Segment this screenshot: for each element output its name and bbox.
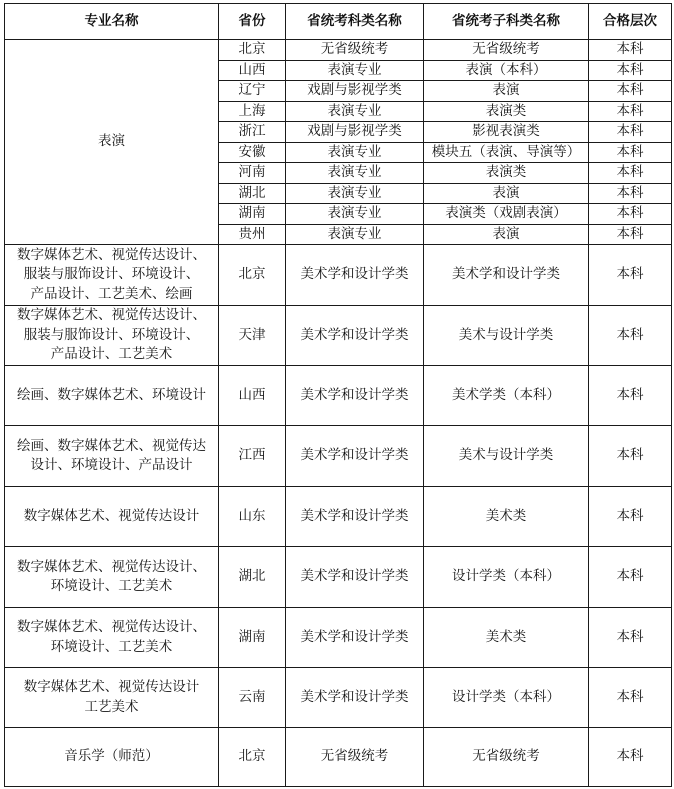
table-row xyxy=(5,40,672,61)
exam-subcategory-cell: 无省级统考 xyxy=(424,40,589,61)
header-province: 省份 xyxy=(219,4,286,40)
major-cell: 数字媒体艺术、视觉传达设计、 环境设计、工艺美术 xyxy=(5,608,219,668)
header-row xyxy=(5,4,672,40)
level-cell: 本科 xyxy=(589,183,672,204)
province-cell: 湖北 xyxy=(219,183,286,204)
level-cell: 本科 xyxy=(589,224,672,245)
exam-category-cell: 美术学和设计学类 xyxy=(286,608,424,668)
table-row xyxy=(5,306,672,366)
header-exam-subcategory: 省统考子科类名称 xyxy=(424,4,589,40)
major-cell: 数字媒体艺术、视觉传达设计 xyxy=(5,487,219,547)
table-row xyxy=(5,728,672,787)
exam-category-cell: 美术学和设计学类 xyxy=(286,366,424,426)
exam-subcategory-cell: 模块五（表演、导演等） xyxy=(424,142,589,163)
exam-category-cell: 美术学和设计学类 xyxy=(286,487,424,547)
province-cell: 辽宁 xyxy=(219,81,286,102)
province-cell: 天津 xyxy=(219,306,286,366)
level-cell: 本科 xyxy=(589,426,672,487)
province-cell: 云南 xyxy=(219,668,286,728)
exam-category-cell: 无省级统考 xyxy=(286,728,424,787)
level-cell: 本科 xyxy=(589,142,672,163)
exam-subcategory-cell: 表演类 xyxy=(424,163,589,184)
exam-subcategory-cell: 美术与设计学类 xyxy=(424,426,589,487)
exam-subcategory-cell: 美术类 xyxy=(424,487,589,547)
exam-subcategory-cell: 表演类 xyxy=(424,101,589,122)
exam-subcategory-cell: 影视表演类 xyxy=(424,122,589,143)
major-cell: 数字媒体艺术、视觉传达设计、 服装与服饰设计、环境设计、 产品设计、工艺美术 xyxy=(5,306,219,366)
table-row xyxy=(5,608,672,668)
exam-category-cell: 美术学和设计学类 xyxy=(286,245,424,306)
level-cell: 本科 xyxy=(589,81,672,102)
exam-category-cell: 表演专业 xyxy=(286,101,424,122)
exam-category-cell: 表演专业 xyxy=(286,163,424,184)
major-cell: 音乐学（师范） xyxy=(5,728,219,787)
exam-subcategory-cell: 美术学类（本科） xyxy=(424,366,589,426)
province-cell: 湖北 xyxy=(219,547,286,608)
level-cell: 本科 xyxy=(589,163,672,184)
exam-subcategory-cell: 无省级统考 xyxy=(424,728,589,787)
major-cell: 数字媒体艺术、视觉传达设计 工艺美术 xyxy=(5,668,219,728)
exam-category-cell: 美术学和设计学类 xyxy=(286,668,424,728)
header-level: 合格层次 xyxy=(589,4,672,40)
province-cell: 湖南 xyxy=(219,204,286,225)
exam-subcategory-cell: 美术与设计学类 xyxy=(424,306,589,366)
province-cell: 山西 xyxy=(219,60,286,81)
exam-category-cell: 表演专业 xyxy=(286,224,424,245)
table-row xyxy=(5,245,672,306)
exam-category-cell: 戏剧与影视学类 xyxy=(286,81,424,102)
table-row xyxy=(5,668,672,728)
exam-category-cell: 表演专业 xyxy=(286,204,424,225)
province-cell: 河南 xyxy=(219,163,286,184)
exam-category-cell: 美术学和设计学类 xyxy=(286,547,424,608)
table-row xyxy=(5,426,672,487)
level-cell: 本科 xyxy=(589,101,672,122)
province-cell: 北京 xyxy=(219,728,286,787)
major-requirements-table xyxy=(4,3,672,787)
header-major: 专业名称 xyxy=(5,4,219,40)
level-cell: 本科 xyxy=(589,487,672,547)
table-row xyxy=(5,366,672,426)
province-cell: 湖南 xyxy=(219,608,286,668)
exam-category-cell: 表演专业 xyxy=(286,60,424,81)
province-cell: 北京 xyxy=(219,40,286,61)
level-cell: 本科 xyxy=(589,547,672,608)
exam-category-cell: 无省级统考 xyxy=(286,40,424,61)
major-cell: 数字媒体艺术、视觉传达设计、 服装与服饰设计、环境设计、 产品设计、工艺美术、绘画 xyxy=(5,245,219,306)
province-cell: 浙江 xyxy=(219,122,286,143)
exam-subcategory-cell: 表演（本科） xyxy=(424,60,589,81)
exam-subcategory-cell: 美术类 xyxy=(424,608,589,668)
exam-category-cell: 戏剧与影视学类 xyxy=(286,122,424,143)
table-body xyxy=(5,40,672,787)
province-cell: 贵州 xyxy=(219,224,286,245)
level-cell: 本科 xyxy=(589,366,672,426)
province-cell: 北京 xyxy=(219,245,286,306)
level-cell: 本科 xyxy=(589,668,672,728)
major-cell: 绘画、数字媒体艺术、环境设计 xyxy=(5,366,219,426)
level-cell: 本科 xyxy=(589,608,672,668)
exam-subcategory-cell: 设计学类（本科） xyxy=(424,547,589,608)
exam-subcategory-cell: 设计学类（本科） xyxy=(424,668,589,728)
exam-subcategory-cell: 表演 xyxy=(424,183,589,204)
table-row xyxy=(5,487,672,547)
level-cell: 本科 xyxy=(589,60,672,81)
table-row xyxy=(5,547,672,608)
level-cell: 本科 xyxy=(589,306,672,366)
major-cell: 数字媒体艺术、视觉传达设计、 环境设计、工艺美术 xyxy=(5,547,219,608)
major-cell: 绘画、数字媒体艺术、视觉传达 设计、环境设计、产品设计 xyxy=(5,426,219,487)
header-exam-category: 省统考科类名称 xyxy=(286,4,424,40)
exam-subcategory-cell: 美术学和设计学类 xyxy=(424,245,589,306)
exam-category-cell: 表演专业 xyxy=(286,183,424,204)
level-cell: 本科 xyxy=(589,122,672,143)
exam-category-cell: 美术学和设计学类 xyxy=(286,306,424,366)
level-cell: 本科 xyxy=(589,245,672,306)
level-cell: 本科 xyxy=(589,204,672,225)
major-cell: 表演 xyxy=(5,40,219,245)
exam-category-cell: 表演专业 xyxy=(286,142,424,163)
province-cell: 山东 xyxy=(219,487,286,547)
level-cell: 本科 xyxy=(589,728,672,787)
province-cell: 山西 xyxy=(219,366,286,426)
province-cell: 上海 xyxy=(219,101,286,122)
province-cell: 江西 xyxy=(219,426,286,487)
exam-subcategory-cell: 表演 xyxy=(424,224,589,245)
province-cell: 安徽 xyxy=(219,142,286,163)
exam-subcategory-cell: 表演类（戏剧表演） xyxy=(424,204,589,225)
exam-subcategory-cell: 表演 xyxy=(424,81,589,102)
exam-category-cell: 美术学和设计学类 xyxy=(286,426,424,487)
level-cell: 本科 xyxy=(589,40,672,61)
